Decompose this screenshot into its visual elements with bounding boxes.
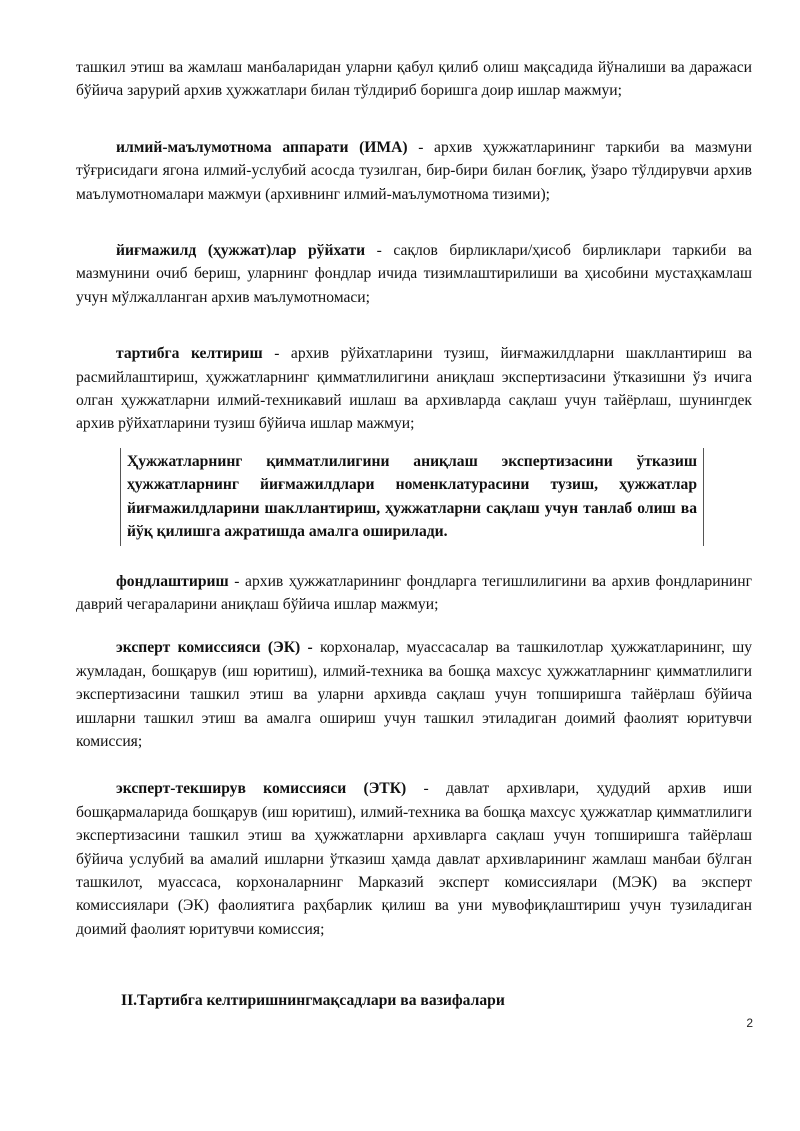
definition-term: тартибга келтириш	[116, 345, 263, 363]
paragraph-continuation	[76, 56, 752, 103]
definition-expert-review-commission	[76, 777, 752, 941]
callout-text: Ҳужжатларнинг қимматлилигини аниқлаш экспертизасини ўтказиш ҳужжатларнинг йиғмажилдлари номенклатурасини тузиш, ҳужжатлар йиғмажилдларини шакллантириш, ҳужжатларни сақлаш учун танлаб олиш ва йўқ қилишга ажратишда амалга оширилади.	[127, 452, 697, 541]
page-number: 2	[746, 1016, 753, 1030]
definition-text: - архив рўйхатларини тузиш, йиғмажилдларни шакллантириш ва расмийлаштириш, ҳужжатларнинг қимматлилигини аниқлаш экспертизасини ўтказишни ўз ичига олган ҳужжатларни илмий-техникавий ишлаш ва архивларда сақлаш учун тайёрлаш, шунингдек архив рўйхатларини тузиш бўйича ишлар мажмуи;	[76, 345, 752, 433]
definition-text: корхоналар, муассасалар ва ташкилотлар ҳужжатларининг, шу жумладан, бошқарув (иш юритиш), илмий-техника ва бошқа махсус ҳужжатларнинг қимматлилиги экспертизасини ташкил этиш ва уларни архивда сақлаш учун топширишга тайёрлаш бўйича ишларни ташкил этиш ва амалга ошириш учун ташкил этиладиган доимий фаолият юритувчи комиссия;	[76, 639, 752, 750]
paragraph-text: ташкил этиш ва жамлаш манбаларидан уларни қабул қилиб олиш мақсадида йўналиши ва даражаси бўйича зарурий архив ҳужжатлари билан тўлдириб боришга доир ишлар мажмуи;	[76, 59, 752, 100]
section-heading: II.Тартибга келтиришнингмақсадлари ва вазифалари	[121, 992, 505, 1010]
definition-term: фондлаштириш	[116, 572, 229, 590]
definition-text: - сақлов бирликлари/ҳисоб бирликлари таркиби ва мазмунини очиб бериш, уларнинг фондлар ичида тизимлаштирилиши ва ҳисобини мустаҳкамлаш учун мўлжалланган архив маълумотномаси;	[76, 242, 752, 306]
definition-text: - давлат архивлари, ҳудудий архив иши бошқармаларида бошқарув (иш юритиш), илмий-техника ва бошқа махсус ҳужжатлар қимматлилиги экспертизасини ташкил этиш ва ҳужжатларни архивларга сақлаш учун топширишга тайёрлаш бўйича услубий ва амалий ишларни ўтказиш ҳамда давлат архивларининг жамлаш манбаи бўлган ташкилот, муассаса, корхоналарнинг Марказий эксперт комиссиялари (МЭК) ва эксперт комиссиялари (ЭК) фаолиятига раҳбарлик қилиш ва уни мувофиқлаштириш учун тузиладиган доимий фаолият юритувчи комиссия;	[76, 780, 753, 938]
definition-ima	[76, 136, 752, 206]
definition-file-list	[76, 239, 752, 309]
definition-arrangement	[76, 342, 752, 436]
definition-text: - архив ҳужжатларининг фондларга тегишлилигини ва архив фондларининг даврий чегараларини аниқлаш бўйича ишлар мажмуи;	[76, 572, 752, 613]
definition-term: илмий-маълумотнома аппарати (ИМА)	[116, 138, 408, 156]
definition-expert-commission	[76, 636, 752, 753]
definition-fonding	[76, 570, 752, 617]
definition-term: эксперт комиссияси (ЭК) -	[116, 639, 313, 657]
definition-term: эксперт-текширув комиссияси (ЭТК)	[116, 780, 407, 798]
definition-term: йиғмажилд (ҳужжат)лар рўйхати	[116, 242, 366, 260]
definition-text: - архив ҳужжатларининг таркиби ва мазмуни тўғрисидаги ягона илмий-услубий асосда тузилган, бир-бири билан боғлиқ, ўзаро тўлдирувчи архив маълумотномалари мажмуи (архивнинг илмий-маълумотнома тизими);	[76, 138, 752, 203]
callout-box	[120, 448, 704, 546]
